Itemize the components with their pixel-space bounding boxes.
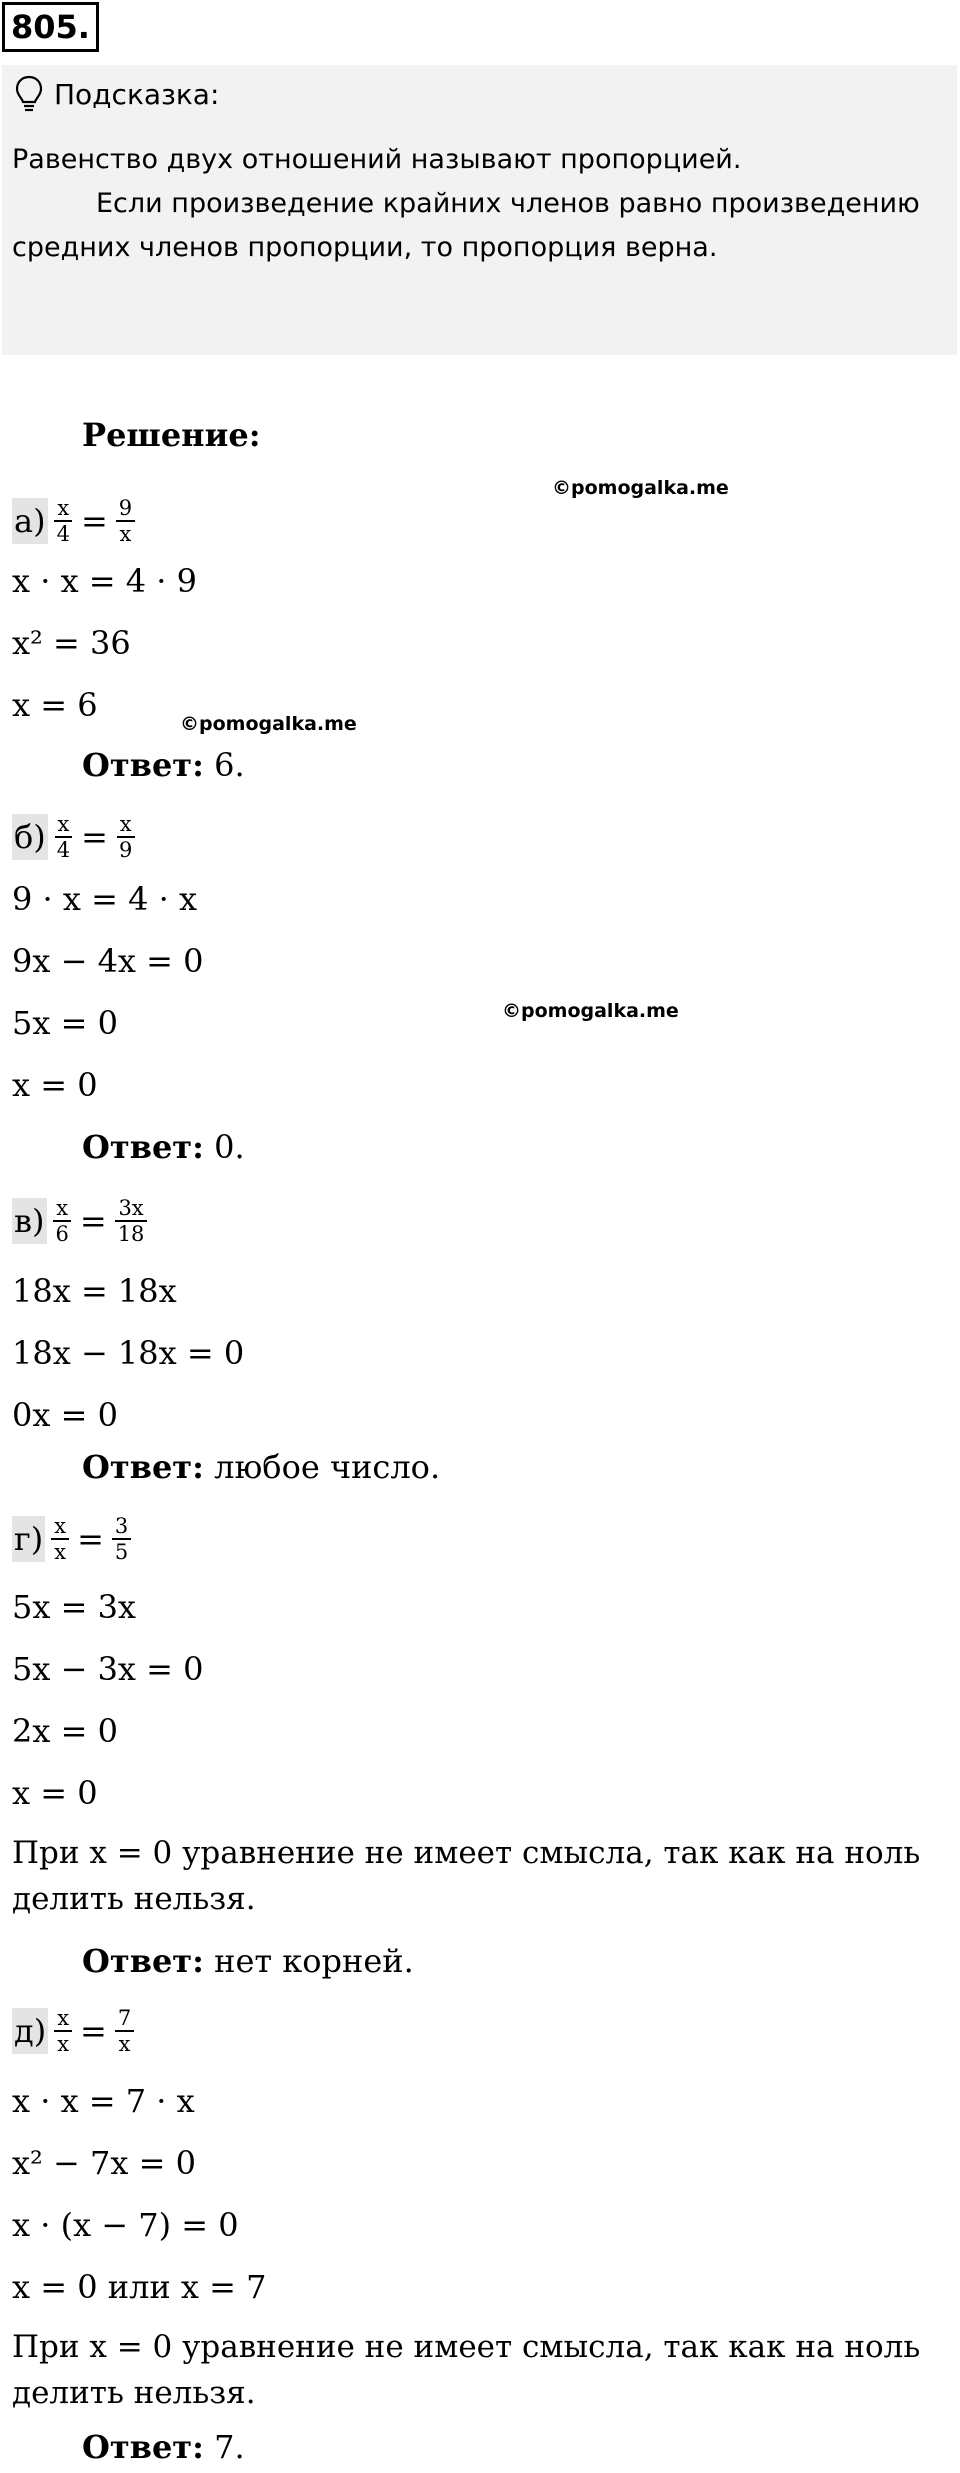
- fraction: $\frac{3x}{18}$: [115, 1196, 148, 1246]
- part-label: д): [12, 2008, 48, 2054]
- step: 18x − 18x = 0: [12, 1334, 245, 1372]
- step: x = 0: [12, 1774, 98, 1812]
- exercise-number: 805.: [2, 2, 99, 52]
- fraction: $\frac{9}{x}$: [116, 496, 135, 546]
- step: x² − 7x = 0: [12, 2144, 196, 2182]
- watermark: ©pomogalka.me: [502, 1000, 679, 1022]
- step: 9x − 4x = 0: [12, 942, 204, 980]
- part-label: г): [12, 1516, 45, 1562]
- fraction: $\frac{x}{x}$: [54, 2006, 72, 2056]
- part-d-equation: д) $\frac{x}{x}$ = $\frac{7}{x}$: [12, 1996, 136, 2060]
- watermark: ©pomogalka.me: [180, 713, 357, 735]
- lightbulb-icon: [14, 74, 44, 114]
- hint-title-row: [14, 72, 219, 116]
- fraction: $\frac{3}{5}$: [112, 1514, 131, 1564]
- part-label: а): [12, 498, 48, 544]
- fraction: $\frac{x}{x}$: [51, 1514, 69, 1564]
- step: 5x = 0: [12, 1004, 118, 1042]
- watermark: ©pomogalka.me: [552, 477, 729, 499]
- hint-title: Подсказка:: [54, 77, 220, 111]
- step: 2x = 0: [12, 1712, 118, 1750]
- part-label: в): [12, 1198, 47, 1244]
- step: 0x = 0: [12, 1396, 118, 1434]
- step: x · x = 7 · x: [12, 2082, 195, 2120]
- fraction: $\frac{x}{4}$: [54, 496, 73, 546]
- part-label: б): [12, 814, 48, 860]
- hint-line-2: Если произведение крайних членов равно произведению средних членов пропорции, то пропорция верна.: [12, 188, 920, 263]
- hint-text: [12, 138, 937, 270]
- answer-d: Ответ: 7.: [82, 2428, 245, 2466]
- answer-a: Ответ: 6.: [82, 746, 245, 784]
- answer-g: Ответ: нет корней.: [82, 1942, 414, 1980]
- step: x = 6: [12, 686, 98, 724]
- answer-v: Ответ: любое число.: [82, 1448, 441, 1486]
- step: x = 0: [12, 1066, 98, 1104]
- step: x² = 36: [12, 624, 131, 662]
- step: 9 · x = 4 · x: [12, 880, 197, 918]
- step: 5x − 3x = 0: [12, 1650, 204, 1688]
- part-g-equation: г) $\frac{x}{x}$ = $\frac{3}{5}$: [12, 1504, 133, 1568]
- fraction: $\frac{7}{x}$: [115, 2006, 134, 2056]
- hint-line-1: Равенство двух отношений называют пропорцией.: [12, 144, 742, 175]
- step: 18x = 18x: [12, 1272, 177, 1310]
- part-b-equation: б) $\frac{x}{4}$ = $\frac{x}{9}$: [12, 802, 137, 866]
- fraction: $\frac{x}{6}$: [53, 1196, 72, 1246]
- step: 5x = 3x: [12, 1588, 136, 1626]
- part-v-equation: в) $\frac{x}{6}$ = $\frac{3x}{18}$: [12, 1186, 149, 1250]
- note: При x = 0 уравнение не имеет смысла, так как на ноль делить нельзя.: [12, 1835, 921, 1917]
- part-a-equation: а) $\frac{x}{4}$ = $\frac{9}{x}$: [12, 486, 137, 550]
- step: x · x = 4 · 9: [12, 562, 197, 600]
- step: x · (x − 7) = 0: [12, 2206, 239, 2244]
- solution-title: Решение:: [82, 416, 261, 454]
- step: x = 0 или x = 7: [12, 2268, 267, 2306]
- fraction: $\frac{x}{9}$: [116, 812, 135, 862]
- fraction: $\frac{x}{4}$: [54, 812, 73, 862]
- answer-b: Ответ: 0.: [82, 1128, 245, 1166]
- note: При x = 0 уравнение не имеет смысла, так как на ноль делить нельзя.: [12, 2329, 921, 2411]
